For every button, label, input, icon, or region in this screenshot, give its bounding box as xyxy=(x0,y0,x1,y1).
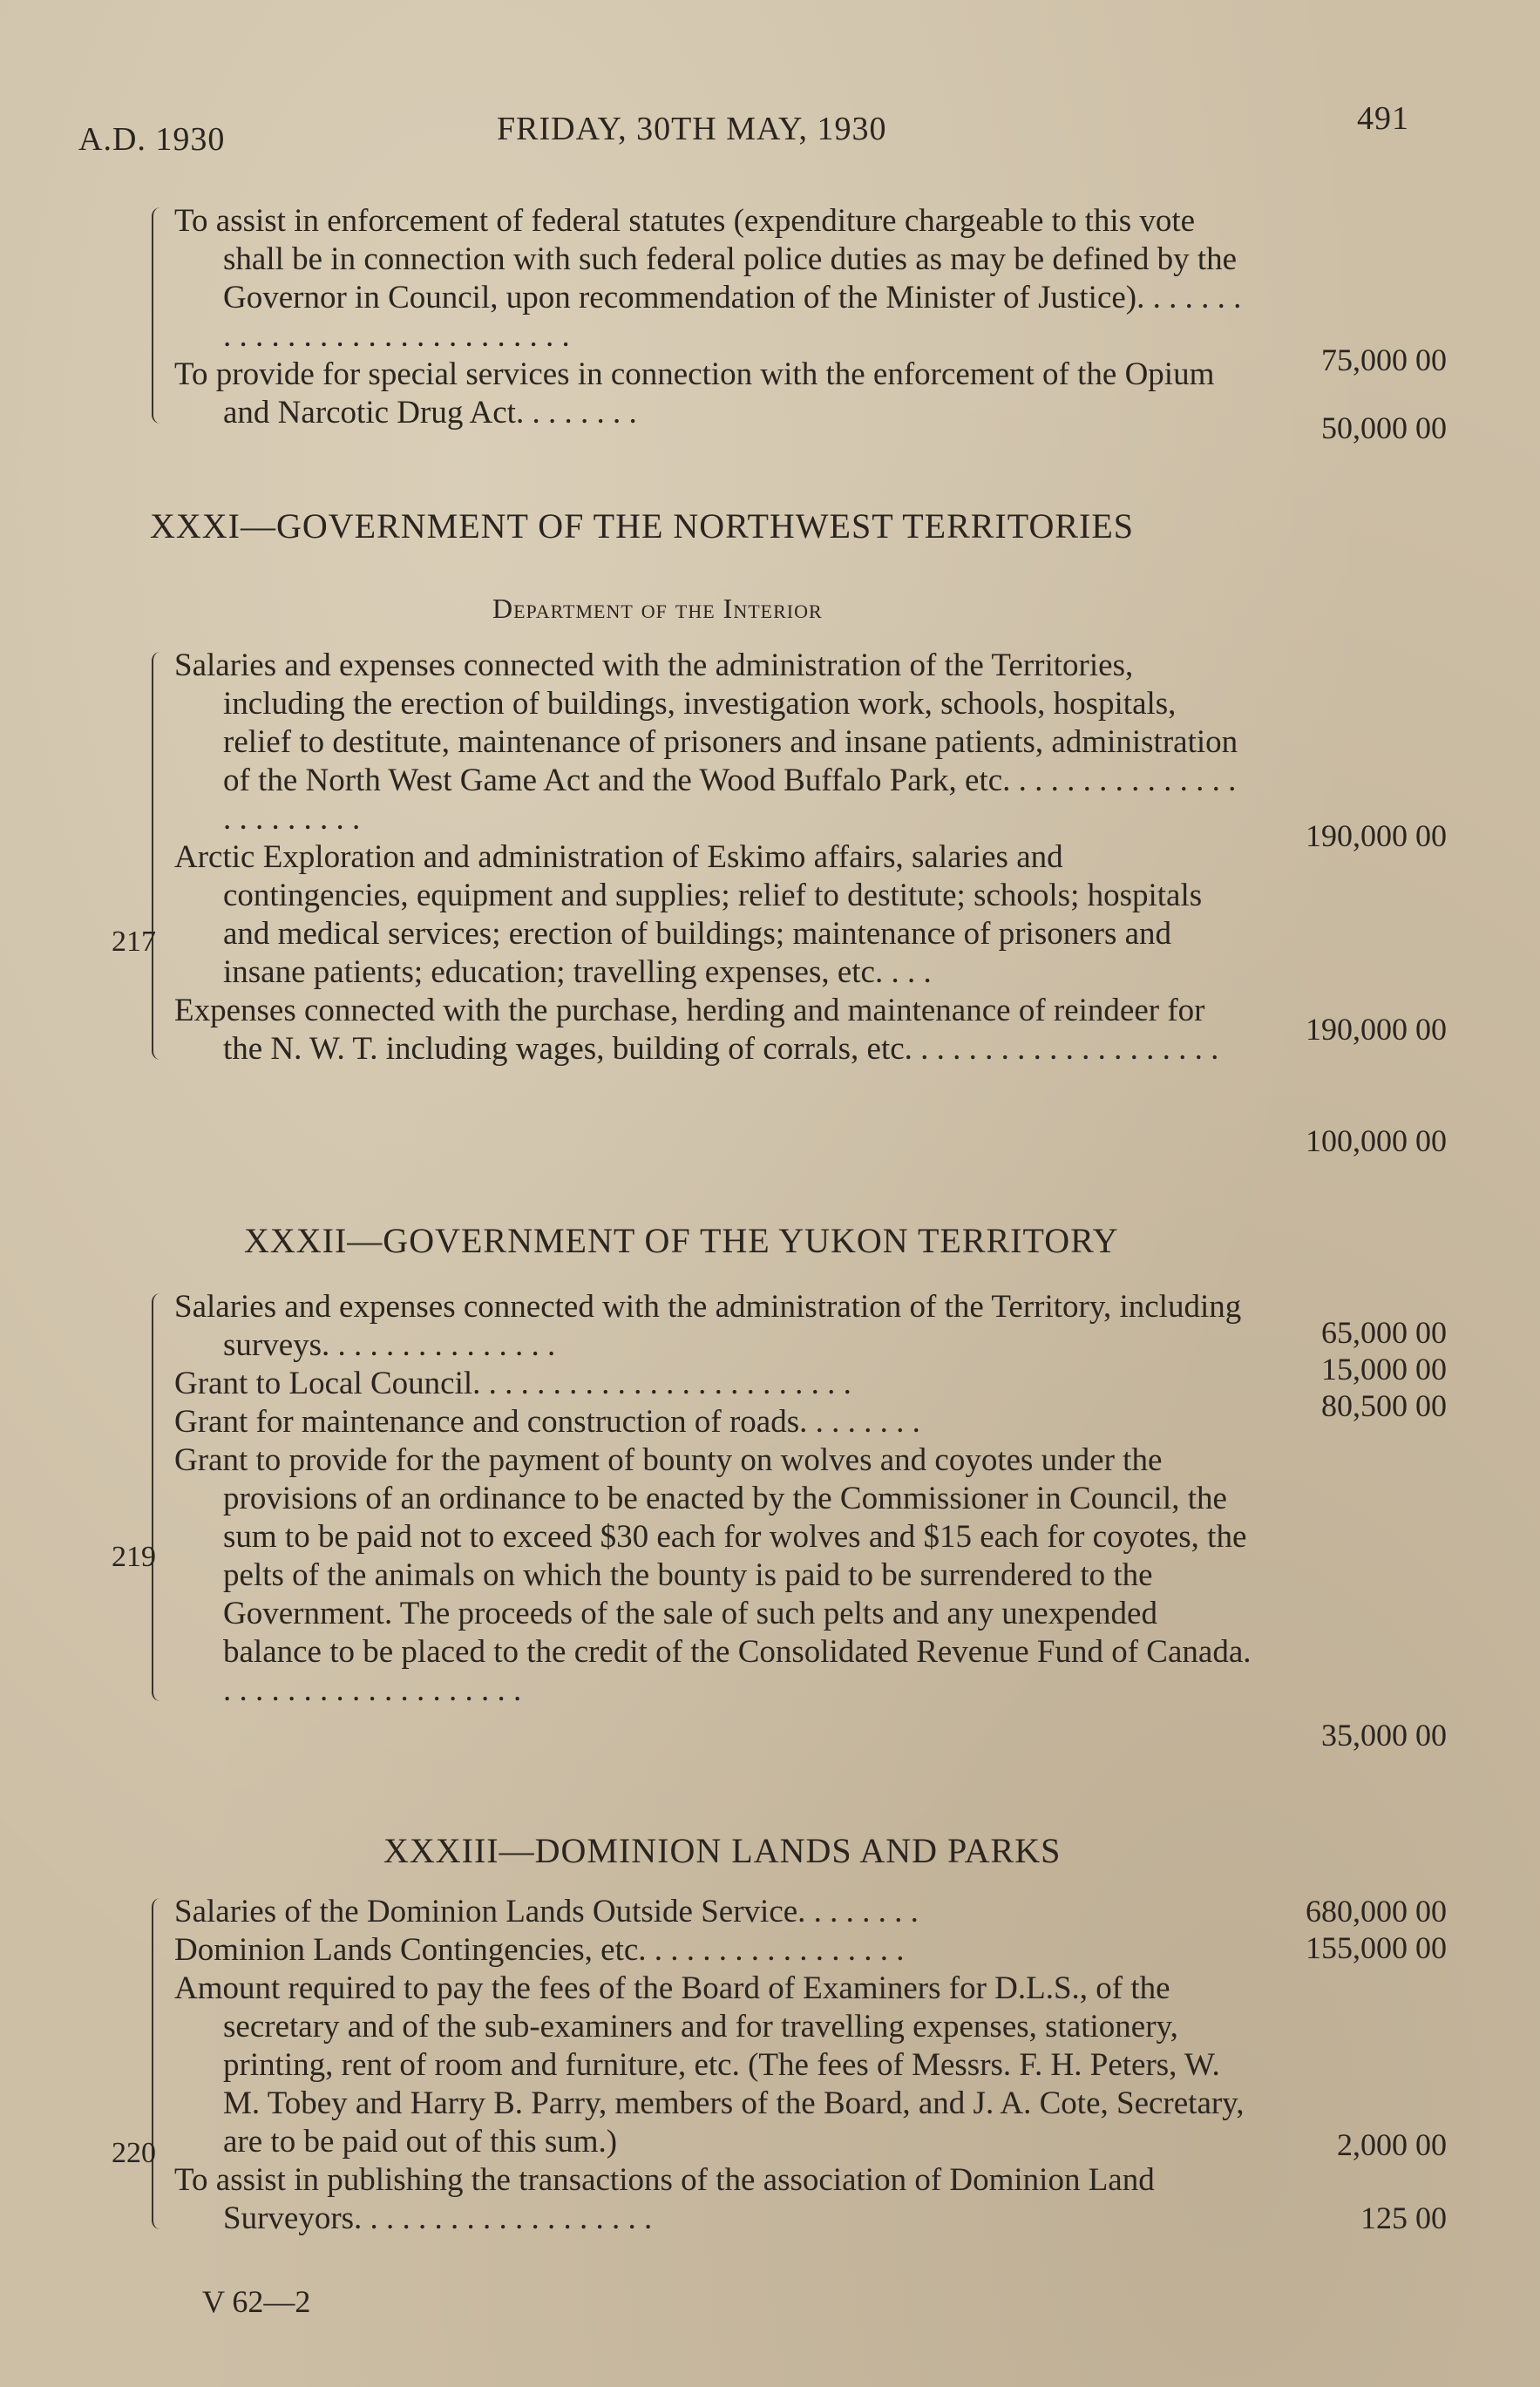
list-item: Expenses connected with the purchase, herding and maintenance of reindeer for the N. W. T. including wages, building of corrals, etc. . . . . . . . . . . . . . . . . . . . xyxy=(174,993,1219,1067)
section-32-block xyxy=(112,1288,1447,1753)
section-33-block xyxy=(112,1893,1447,2238)
section-subtitle: Department of the Interior xyxy=(492,593,823,624)
list-item: To assist in enforcement of federal statutes (expenditure chargeable to this vote shall be in connection with such federal police duties as may be defined by the Governor in Council, upon recommendation of the Minister of Justice). . . . . . . . . . . . . . . . . . . . . . . . . . . . . xyxy=(174,203,1242,354)
list-item: Grant for maintenance and construction of roads. . . . . . . . xyxy=(174,1404,920,1440)
section-31-block xyxy=(112,647,1447,1158)
section-title: XXXII—GOVERNMENT OF THE YUKON TERRITORY xyxy=(244,1221,1119,1260)
list-item: To provide for special services in connection with the enforcement of the Opium and Narcotic Drug Act. . . . . . . . xyxy=(174,356,1215,431)
brace xyxy=(152,1293,166,1701)
section-title: XXXI—GOVERNMENT OF THE NORTHWEST TERRITORIES xyxy=(150,506,1135,546)
vote-number: 220 xyxy=(112,2137,156,2169)
amount: 190,000 00 xyxy=(1306,818,1447,853)
list-item: Salaries of the Dominion Lands Outside Service. . . . . . . . xyxy=(174,1894,919,1929)
list-item: Salaries and expenses connected with the administration of the Territory, including surveys. . . . . . . . . . . . . . . xyxy=(174,1289,1242,1363)
header-year: A.D. 1930 xyxy=(78,121,226,158)
section-title: XXXIII—DOMINION LANDS AND PARKS xyxy=(383,1831,1062,1870)
list-item: Amount required to pay the fees of the Board of Examiners for D.L.S., of the secretary and of the sub-examiners and for travelling expenses, stationery, printing, rent of room and furniture, etc. (The fees of Messrs. F. H. Peters, W. M. Tobey and Harry B. Parry, members of the Board, and J. A. Cote, Secretary, are to be paid out of this sum.) xyxy=(174,1970,1245,2160)
amount: 190,000 00 xyxy=(1306,1012,1447,1047)
page-header xyxy=(78,100,1409,158)
amount: 35,000 00 xyxy=(1321,1718,1447,1753)
amount: 100,000 00 xyxy=(1306,1123,1447,1158)
top-block xyxy=(157,202,1447,445)
amount: 155,000 00 xyxy=(1306,1930,1447,1965)
amount: 125 00 xyxy=(1360,2201,1447,2235)
signature-mark: V 62—2 xyxy=(202,2284,311,2319)
page-number: 491 xyxy=(1357,100,1409,137)
list-item: Dominion Lands Contingencies, etc. . . . . . . . . . . . . . . . . xyxy=(174,1932,905,1968)
list-item: Grant to provide for the payment of bounty on wolves and coyotes under the provisions of an ordinance to be enacted by the Commissioner in Council, the sum to be paid not to exceed $30 each for wolves and $15 each for coyotes, the pelts of the animals on which the bounty is paid to be surrendered to the Government. The proceeds of the sale of such pelts and any unexpended balance to be placed to the credit of the Consolidated Revenue Fund of Canada. . . . . . . . . . . . . . . . . . . . xyxy=(174,1442,1252,1708)
amount: 75,000 00 xyxy=(1321,342,1447,377)
list-item: Arctic Exploration and administration of Eskimo affairs, salaries and contingencies, equipment and supplies; relief to destitute; schools; hospitals and medical services; erection of buildings; maintenance of prisoners and insane patients; education; travelling expenses, etc. . . . xyxy=(174,839,1203,990)
header-date: FRIDAY, 30TH MAY, 1930 xyxy=(497,111,887,147)
amount: 15,000 00 xyxy=(1321,1352,1447,1387)
vote-number: 217 xyxy=(112,926,156,958)
vote-number: 219 xyxy=(112,1541,156,1573)
brace xyxy=(152,652,166,1060)
amount: 680,000 00 xyxy=(1306,1894,1447,1929)
amount: 2,000 00 xyxy=(1337,2127,1447,2162)
amount: 50,000 00 xyxy=(1321,410,1447,445)
amount: 80,500 00 xyxy=(1321,1388,1447,1423)
list-item: Salaries and expenses connected with the administration of the Territories, including the erection of buildings, investigation work, schools, hospitals, relief to destitute, maintenance of prisoners and insane patients, administration of the North West Game Act and the Wood Buffalo Park, etc. . . . . . . . . . . . . . . . . . . . . . . . xyxy=(174,648,1238,837)
amount: 65,000 00 xyxy=(1321,1315,1447,1350)
list-item: Grant to Local Council. . . . . . . . . . . . . . . . . . . . . . . . xyxy=(174,1366,851,1401)
brace xyxy=(152,1898,166,2229)
brace xyxy=(152,207,166,424)
list-item: To assist in publishing the transactions of the association of Dominion Land Surveyors. . . . . . . . . . . . . . . . . . . xyxy=(174,2162,1155,2236)
